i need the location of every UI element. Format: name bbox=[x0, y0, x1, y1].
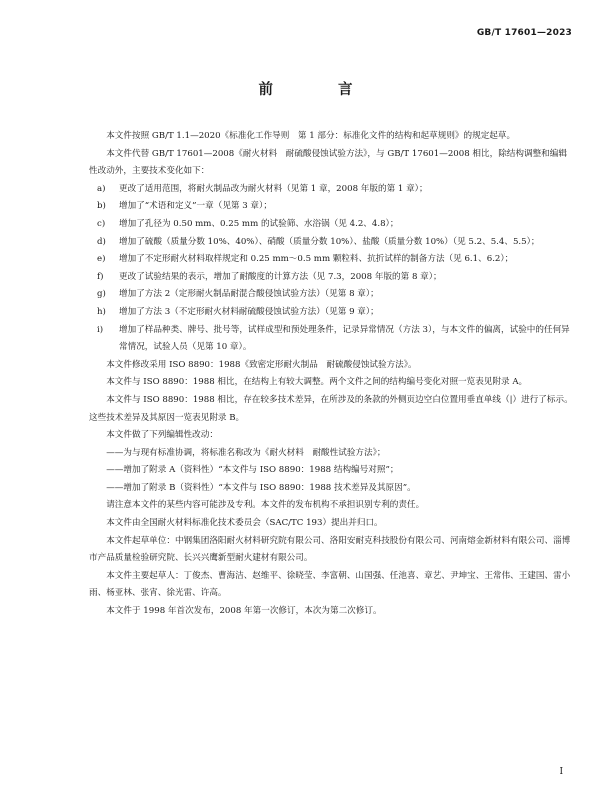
list-item: ——增加了附录 B（资料性）“本文件与 ISO 8890：1988 技术差异及其原因”。 bbox=[106, 482, 416, 493]
list-item: ——为与现有标准协调，将标准名称改为《耐火材料 耐酸性试验方法》； bbox=[106, 447, 386, 458]
paragraph: 本文件于 1998 年首次发布，2008 年第一次修订，本次为第二次修订。 bbox=[106, 606, 382, 617]
list-marker: a) bbox=[97, 183, 106, 194]
list-marker: f) bbox=[97, 271, 104, 282]
paragraph: 本文件代替 GB/T 17601—2008《耐火材料 耐硫酸侵蚀试验方法》，与 GB/T 17601—2008 相比，除结构调整和编辑性改动外，主要技术变化如下： bbox=[89, 148, 567, 177]
list-item bbox=[89, 216, 575, 234]
list-marker: e) bbox=[97, 254, 106, 265]
edit-list bbox=[89, 445, 575, 498]
list-item bbox=[89, 234, 575, 252]
standard-number: GB/T 17601—2023 bbox=[476, 28, 572, 38]
paragraph: 本文件主要起草人：丁俊杰、曹海洁、赵维平、徐晓莹、李富朝、山国强、任池喜、章艺、尹坤宝、王常伟、王建国、雷小雨、杨亚林、张宵、徐光雷、许高。 bbox=[89, 570, 571, 599]
foreword-body bbox=[89, 128, 575, 621]
list-text: 更改了试验结果的表示，增加了耐酸度的计算方法（见 7.3，2008 年版的第 8 章）； bbox=[119, 271, 442, 282]
paragraph: 本文件修改采用 ISO 8890：1988《致密定形耐火制品 耐硫酸侵蚀试验方法》。 bbox=[106, 359, 417, 370]
paragraph: 本文件由全国耐火材料标准化技术委员会（SAC/TC 193）提出并归口。 bbox=[106, 518, 383, 529]
list-marker: h) bbox=[97, 306, 106, 317]
list-marker: d) bbox=[97, 236, 106, 247]
list-item bbox=[89, 322, 575, 357]
list-item bbox=[89, 286, 575, 304]
list-item bbox=[89, 269, 575, 287]
list-text: 更改了适用范围，将耐火制品改为耐火材料（见第 1 章，2008 年版的第 1 章）； bbox=[119, 183, 428, 194]
list-marker: b) bbox=[97, 201, 106, 212]
change-list bbox=[89, 181, 575, 357]
list-text: 增加了孔径为 0.50 mm、0.25 mm 的试验筛、水浴锅（见 4.2、4.8）； bbox=[119, 218, 399, 229]
list-item: ——增加了附录 A（资料性）“本文件与 ISO 8890：1988 结构编号对照”； bbox=[106, 465, 399, 476]
list-text: 增加了方法 3（不定形耐火材料耐硫酸侵蚀试验方法）（见第 9 章）； bbox=[119, 306, 379, 317]
list-item bbox=[89, 181, 575, 199]
paragraph: 本文件做了下列编辑性改动： bbox=[106, 430, 218, 441]
list-text: 增加了样品种类、牌号、批号等，试样成型和预处理条件，记录异常情况（方法 3），与本文件的偏离，试验中的任何异常情况，试验人员（见第 10 章）。 bbox=[119, 324, 570, 353]
list-text: 增加了方法 2（定形耐火制品耐混合酸侵蚀试验方法）（见第 8 章）； bbox=[119, 289, 379, 300]
list-item bbox=[89, 198, 575, 216]
paragraph: 本文件与 ISO 8890：1988 相比，存在较多技术差异，在所涉及的条款的外侧页边空白位置用垂直单线（|）进行了标示。这些技术差异及其原因一览表见附录 B。 bbox=[89, 394, 573, 423]
paragraph: 本文件起草单位：中钢集团洛阳耐火材料研究院有限公司、洛阳安耐克科技股份有限公司、河南熔金新材料有限公司、淄博市产品质量检验研究院、长兴兴鹰新型耐火建材有限公司。 bbox=[89, 535, 571, 564]
page-title: 前 言 bbox=[258, 82, 383, 98]
list-text: 增加了不定形耐火材料取样规定和 0.25 mm～0.5 mm 颗粒料、抗折试样的制备方法（见 6.1、6.2）； bbox=[119, 254, 514, 265]
list-item bbox=[89, 304, 575, 322]
list-marker: c) bbox=[97, 218, 106, 229]
list-text: 增加了硫酸（质量分数 10%、40%）、硝酸（质量分数 10%）、盐酸（质量分数 10%）（见 5.2、5.4、5.5）； bbox=[119, 236, 540, 247]
list-marker: g) bbox=[97, 289, 106, 300]
list-text: 增加了“术语和定义”一章（见第 3 章）； bbox=[119, 201, 272, 212]
paragraph: 本文件与 ISO 8890：1988 相比，在结构上有较大调整。两个文件之间的结构编号变化对照一览表见附录 A。 bbox=[106, 377, 528, 388]
list-item bbox=[89, 251, 575, 269]
paragraph: 请注意本文件的某些内容可能涉及专利。本文件的发布机构不承担识别专利的责任。 bbox=[106, 500, 425, 511]
page-number: I bbox=[559, 767, 563, 777]
paragraph: 本文件按照 GB/T 1.1—2020《标准化工作导则 第 1 部分：标准化文件的结构和起草规则》的规定起草。 bbox=[106, 131, 516, 141]
list-marker: i) bbox=[97, 324, 104, 335]
